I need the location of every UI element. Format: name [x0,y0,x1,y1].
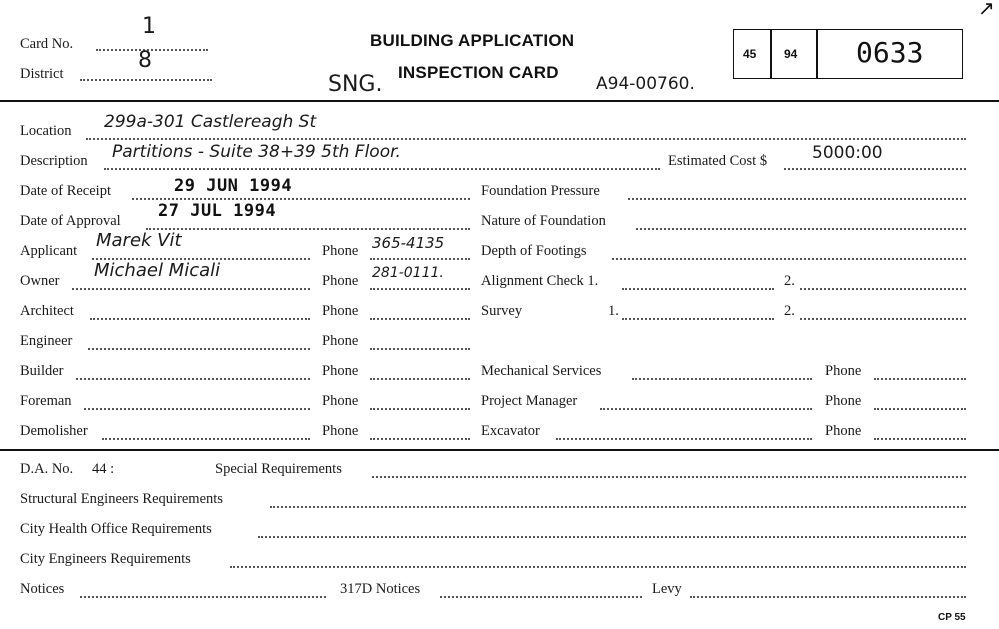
mid-rule [0,449,999,451]
applicant-phone-value: 365-4135 [372,234,445,252]
corner-arrow-icon: ↗ [978,0,995,20]
special-requirements-label: Special Requirements [215,461,342,477]
date-approval-label: Date of Approval [20,213,121,229]
survey-label: Survey [481,303,523,319]
applicant-phone-label: Phone [322,243,359,259]
initials: SNG. [328,72,383,97]
excavator-label: Excavator [481,423,540,439]
mechanical-phone-label: Phone [825,363,862,379]
structural-requirements-label: Structural Engineers Requirements [20,491,223,507]
project-manager-label: Project Manager [481,393,578,409]
excavator-phone-label: Phone [825,423,862,439]
title-inspection-card: INSPECTION CARD [398,63,559,82]
survey-one-label: 1. [608,303,619,319]
date-receipt-label: Date of Receipt [20,183,111,199]
architect-label: Architect [20,303,74,319]
location-label: Location [20,123,72,139]
applicant-label: Applicant [20,243,78,259]
foreman-phone-label: Phone [322,393,359,409]
levy-label: Levy [652,581,682,597]
card-number: 0633 [856,36,924,69]
location-value: 299a-301 Castlereagh St [104,112,317,132]
header-rule [0,100,999,102]
demolisher-phone-label: Phone [322,423,359,439]
district-value: 8 [138,48,152,73]
district-label: District [20,66,64,82]
survey-two-label: 2. [784,303,795,319]
notices-317d-label: 317D Notices [340,581,421,597]
alignment-two-label: 2. [784,273,795,289]
description-label: Description [20,153,88,169]
box-45: 45 [743,47,757,61]
box-94: 94 [784,47,798,61]
location-line [86,137,966,140]
da-no-value: 44 : [92,461,115,477]
nature-foundation-label: Nature of Foundation [481,213,606,229]
application-reference: A94-00760. [596,74,695,94]
mechanical-services-label: Mechanical Services [481,363,602,379]
reference-divider-1 [770,29,772,79]
project-manager-phone-label: Phone [825,393,862,409]
applicant-value: Marek Vit [96,230,182,251]
city-engineers-requirements-label: City Engineers Requirements [20,551,191,567]
form-code: CP 55 [938,612,966,623]
date-receipt-value: 29 JUN 1994 [174,176,293,196]
card-no-line [96,48,208,51]
demolisher-label: Demolisher [20,423,88,439]
card-no-value: 1 [142,14,156,39]
notices-label: Notices [20,581,65,597]
card-no-label: Card No. [20,36,74,52]
architect-phone-label: Phone [322,303,359,319]
foundation-pressure-label: Foundation Pressure [481,183,600,199]
da-no-label: D.A. No. [20,461,74,477]
builder-phone-label: Phone [322,363,359,379]
depth-footings-label: Depth of Footings [481,243,587,259]
health-requirements-label: City Health Office Requirements [20,521,212,537]
owner-phone-label: Phone [322,273,359,289]
cost-line [784,167,966,170]
description-line [104,167,660,170]
estimated-cost-value: 5000:00 [812,143,883,163]
owner-value: Michael Micali [94,260,221,281]
builder-label: Builder [20,363,64,379]
reference-box [733,29,963,79]
owner-label: Owner [20,273,60,289]
description-value: Partitions - Suite 38+39 5th Floor. [112,142,401,162]
title-building-application: BUILDING APPLICATION [370,31,575,50]
owner-phone-value: 281-0111. [372,265,444,281]
engineer-label: Engineer [20,333,73,349]
foreman-label: Foreman [20,393,72,409]
reference-divider-2 [816,29,818,79]
estimated-cost-label: Estimated Cost $ [668,153,768,169]
district-line [80,78,212,81]
engineer-phone-label: Phone [322,333,359,349]
alignment-check-label: Alignment Check 1. [481,273,599,289]
date-approval-value: 27 JUL 1994 [158,201,277,221]
